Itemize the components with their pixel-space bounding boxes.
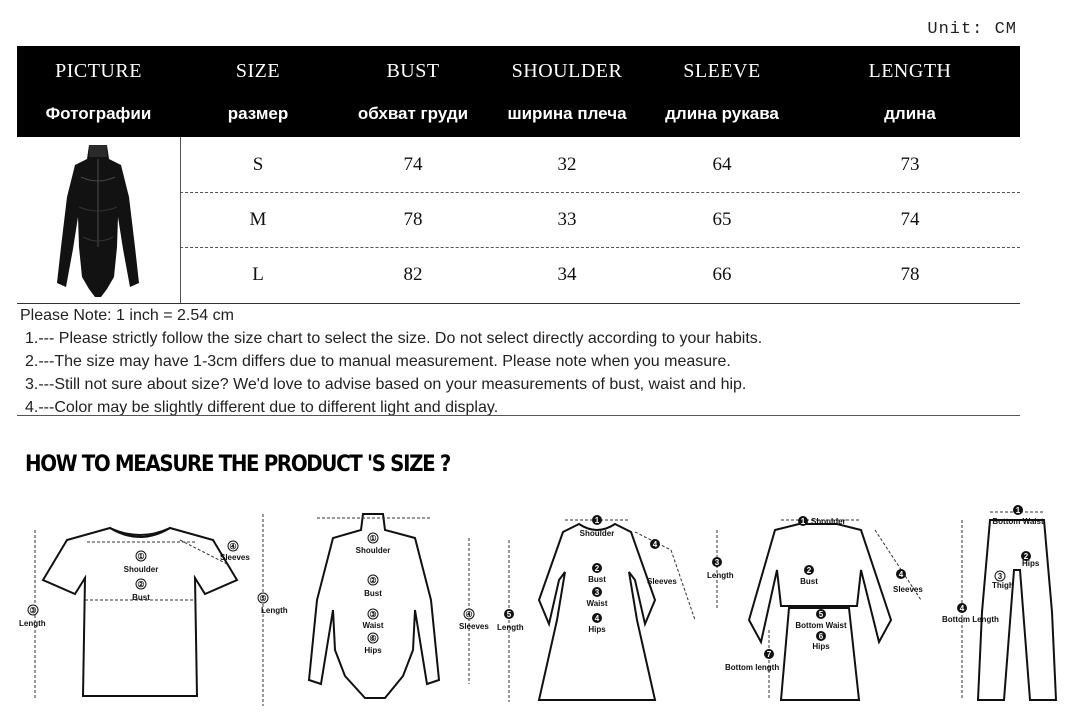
tshirt-bust-label: Bust bbox=[132, 593, 150, 602]
cell-shoulder: 33 bbox=[557, 209, 577, 230]
pants-bottom-length-label: Bottom Length bbox=[942, 615, 999, 624]
tshirt-diagram bbox=[15, 500, 260, 710]
suit-shoulder-label: Shoulder bbox=[811, 517, 846, 526]
header-bust bbox=[336, 46, 490, 137]
header-ru: ширина плеча bbox=[507, 104, 627, 123]
pants-num-3: 3 bbox=[997, 572, 1003, 581]
header-en: SHOULDER bbox=[511, 60, 623, 82]
table-header bbox=[17, 46, 1020, 137]
dress-num-3: 3 bbox=[594, 588, 600, 597]
header-ru: длина bbox=[884, 104, 936, 123]
header-ru: длина рукава bbox=[665, 104, 779, 123]
cell-bust: 78 bbox=[403, 209, 423, 230]
tshirt-num-2: ② bbox=[137, 580, 145, 589]
dress-sleeves-label: Sleeves bbox=[647, 577, 677, 586]
dress-diagram bbox=[495, 510, 705, 710]
suit-num-1: 1 bbox=[800, 517, 806, 526]
bodysuit-num-2: ② bbox=[369, 576, 377, 585]
tshirt-num-1: ① bbox=[137, 552, 145, 561]
suit-bottom-waist-label: Bottom Waist bbox=[795, 621, 847, 630]
pants-num-1: 1 bbox=[1015, 506, 1021, 515]
suit-length-label: Length bbox=[707, 571, 734, 580]
suit-num-2: 2 bbox=[806, 566, 812, 575]
bodysuit-diagram bbox=[255, 510, 500, 715]
note-item: 1.--- Please strictly follow the size chart to select the size. Do not select directly according to your habits. bbox=[25, 330, 763, 347]
dress-num-4: 4 bbox=[594, 614, 600, 623]
divider bbox=[17, 415, 1020, 416]
cell-shoulder: 32 bbox=[557, 154, 577, 175]
suit-num-5: 5 bbox=[818, 610, 824, 619]
suit-bottom-length-label: Bottom length bbox=[725, 663, 780, 672]
product-picture bbox=[17, 137, 181, 303]
header-en: PICTURE bbox=[55, 60, 142, 82]
dress-hips-label: Hips bbox=[588, 625, 606, 634]
bodysuit-hips-label: Hips bbox=[364, 646, 382, 655]
header-shoulder bbox=[490, 46, 644, 137]
cell-bust: 74 bbox=[403, 154, 423, 175]
tshirt-sleeves-label: Sleeves bbox=[220, 553, 250, 562]
cell-shoulder: 34 bbox=[557, 264, 577, 285]
cell-bust: 82 bbox=[403, 264, 423, 285]
suit-sleeves-label: Sleeves bbox=[893, 585, 923, 594]
bodysuit-num-3: ③ bbox=[369, 610, 377, 619]
header-en: SIZE bbox=[235, 60, 281, 82]
size-table bbox=[17, 46, 1020, 304]
header-picture bbox=[17, 46, 180, 137]
cell-sleeve: 64 bbox=[712, 154, 732, 175]
header-ru: Фотографии bbox=[45, 104, 152, 123]
dress-length-label: Length bbox=[497, 623, 524, 632]
dress-num-4b: 4 bbox=[652, 540, 658, 549]
suit-hips-label: Hips bbox=[812, 642, 830, 651]
notes-title: Please Note: 1 inch = 2.54 cm bbox=[20, 307, 234, 324]
suit-num-3: 3 bbox=[714, 558, 720, 567]
pants-thigh-label: Thigh bbox=[992, 581, 1014, 590]
dress-num-2: 2 bbox=[594, 564, 600, 573]
unit-label: Unit: CM bbox=[927, 20, 1017, 39]
bodysuit-sleeves-label: Sleeves bbox=[459, 622, 489, 631]
bodysuit-length-label: Length bbox=[261, 606, 288, 615]
bodysuit-waist-label: Waist bbox=[362, 621, 384, 630]
bodysuit-num-6: ⑥ bbox=[369, 634, 377, 643]
cell-size: S bbox=[252, 154, 264, 175]
table-row bbox=[180, 137, 1020, 193]
dress-num-1: 1 bbox=[594, 516, 600, 525]
dress-shoulder-label: Shoulder bbox=[579, 529, 615, 538]
bodysuit-num-5: ⑤ bbox=[259, 594, 267, 603]
cell-size: L bbox=[252, 264, 264, 285]
note-item: 3.---Still not sure about size? We'd love to advise based on your measurements of bust, waist and hip. bbox=[25, 376, 747, 393]
pants-diagram bbox=[940, 500, 1080, 710]
dress-waist-label: Waist bbox=[586, 599, 608, 608]
cell-sleeve: 66 bbox=[712, 264, 732, 285]
cell-sleeve: 65 bbox=[712, 209, 732, 230]
suit-num-4: 4 bbox=[898, 570, 904, 579]
bodysuit-photo bbox=[17, 137, 180, 303]
table-body bbox=[17, 137, 1020, 304]
tshirt-num-4: ④ bbox=[229, 542, 237, 551]
tshirt-num-3: ③ bbox=[29, 606, 37, 615]
cell-length: 74 bbox=[900, 209, 920, 230]
header-length bbox=[800, 46, 1020, 137]
header-ru: размер bbox=[227, 104, 289, 123]
tshirt-shoulder-label: Shoulder bbox=[123, 565, 159, 574]
bodysuit-bust-label: Bust bbox=[364, 589, 382, 598]
note-item: 4.---Color may be slightly different due to different light and display. bbox=[25, 399, 499, 416]
header-size bbox=[180, 46, 336, 137]
header-ru: обхват груди bbox=[357, 104, 469, 123]
header-en: SLEEVE bbox=[683, 60, 761, 82]
pants-bottom-waist-label: Bottom Waist bbox=[992, 517, 1044, 526]
pants-hips-label: Hips bbox=[1022, 559, 1040, 568]
note-item: 2.---The size may have 1-3cm differs due to manual measurement. Please note when you measure. bbox=[25, 353, 731, 370]
cell-length: 78 bbox=[900, 264, 920, 285]
bodysuit-num-4: ④ bbox=[465, 610, 473, 619]
suit-num-6: 6 bbox=[818, 632, 824, 641]
notes-block bbox=[20, 304, 1020, 419]
pants-num-2: 2 bbox=[1023, 552, 1029, 561]
header-en: LENGTH bbox=[868, 60, 952, 82]
bodysuit-num-1: ① bbox=[369, 534, 377, 543]
header-en: BUST bbox=[386, 60, 440, 82]
suit-bust-label: Bust bbox=[800, 577, 818, 586]
bodysuit-shoulder-label: Shoulder bbox=[355, 546, 391, 555]
suit-num-7: 7 bbox=[766, 650, 772, 659]
tshirt-length-label: Length bbox=[19, 619, 46, 628]
how-to-measure-title: HOW TO MEASURE THE PRODUCT 'S SIZE ? bbox=[25, 452, 450, 477]
cell-length: 73 bbox=[900, 154, 920, 175]
dress-num-5: 5 bbox=[506, 610, 512, 619]
cell-size: M bbox=[249, 209, 267, 230]
header-sleeve bbox=[644, 46, 800, 137]
table-row bbox=[180, 192, 1020, 248]
suit-diagram bbox=[705, 510, 945, 710]
dress-bust-label: Bust bbox=[588, 575, 606, 584]
table-row bbox=[180, 247, 1020, 302]
pants-num-4: 4 bbox=[959, 604, 965, 613]
